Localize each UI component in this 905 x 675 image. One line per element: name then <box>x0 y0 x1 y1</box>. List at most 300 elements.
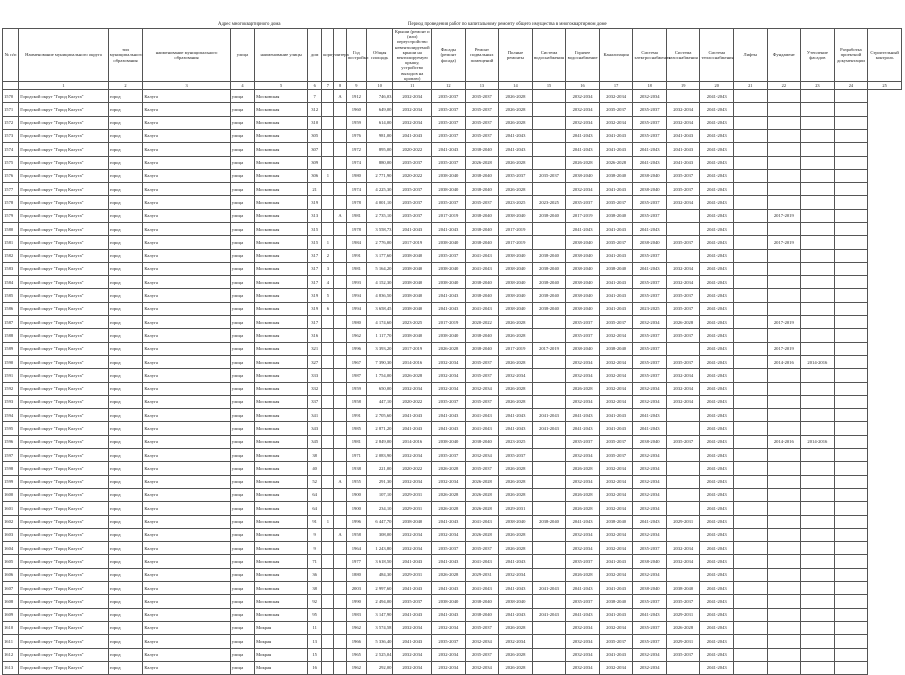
table-cell <box>734 661 768 674</box>
table-cell: Московская <box>255 395 308 408</box>
table-cell <box>801 223 835 236</box>
table-cell <box>334 621 346 634</box>
table-cell: 1590 <box>3 355 19 368</box>
table-cell <box>666 409 700 422</box>
table-cell: 2035-2037 <box>432 635 466 648</box>
table-cell: Московская <box>255 316 308 329</box>
column-number: 15 <box>532 82 566 90</box>
table-cell: 2023-2025 <box>499 435 533 448</box>
table-cell: 333 <box>308 369 322 382</box>
table-cell: Калуга <box>143 316 230 329</box>
table-cell: 2035-2037 <box>566 435 600 448</box>
table-cell: 2041-2043 <box>566 515 600 528</box>
table-cell: улица <box>230 595 254 608</box>
table-cell: 2041-2043 <box>599 555 633 568</box>
table-cell: 3 658,45 <box>367 302 393 315</box>
table-cell: 2 776,00 <box>367 236 393 249</box>
column-header: наименование улицы <box>255 29 308 82</box>
table-cell: 2035-2037 <box>465 129 499 142</box>
table-cell: 309 <box>308 156 322 169</box>
table-cell: 2035-2037 <box>666 236 700 249</box>
table-cell: 2038-2040 <box>393 276 432 289</box>
table-cell: 2035-2037 <box>666 435 700 448</box>
table-cell: 2035-2037 <box>633 369 667 382</box>
table-cell <box>734 528 768 541</box>
table-cell: 2041-2043 <box>633 409 667 422</box>
table-cell: 1962 <box>346 661 366 674</box>
table-cell: 2035-2037 <box>633 103 667 116</box>
table-cell <box>322 595 334 608</box>
table-cell: Мокрая <box>255 635 308 648</box>
table-cell: улица <box>230 449 254 462</box>
table-cell: Городской округ "Город Калуга" <box>19 635 108 648</box>
table-cell: 2038-2040 <box>393 262 432 275</box>
table-cell: 9 <box>308 528 322 541</box>
table-cell: 1962 <box>346 329 366 342</box>
table-cell: Московская <box>255 329 308 342</box>
table-cell: 2041-2043 <box>532 582 566 595</box>
table-cell: 1984 <box>346 236 366 249</box>
table-cell: 317 <box>308 316 322 329</box>
table-row <box>3 289 902 302</box>
table-cell <box>767 143 801 156</box>
table-cell <box>767 515 801 528</box>
table-cell: 2038-2040 <box>432 183 466 196</box>
column-header: Утепление фасадов <box>801 29 835 82</box>
table-cell: 2041-2043 <box>599 302 633 315</box>
table-cell: 2041-2043 <box>532 422 566 435</box>
table-cell: 2014-2016 <box>767 355 801 368</box>
table-cell: Городской округ "Город Калуга" <box>19 502 108 515</box>
table-cell: 2041-2043 <box>700 342 734 355</box>
table-cell: 2035-2037 <box>633 342 667 355</box>
column-number: 11 <box>393 82 432 90</box>
table-cell: 2038-2040 <box>633 236 667 249</box>
table-row <box>3 302 902 315</box>
column-number: 7 <box>322 82 334 90</box>
table-cell: 2041-2043 <box>633 156 667 169</box>
table-cell <box>767 395 801 408</box>
table-row <box>3 143 902 156</box>
table-cell: 2 997,60 <box>367 582 393 595</box>
table-cell: Мокрая <box>255 621 308 634</box>
table-cell: город <box>108 342 143 355</box>
table-cell <box>767 262 801 275</box>
table-cell <box>334 555 346 568</box>
table-cell: 2038-2040 <box>566 289 600 302</box>
table-cell: Городской округ "Город Калуга" <box>19 555 108 568</box>
table-cell: 2032-2034 <box>393 90 432 103</box>
table-cell: 2038-2040 <box>633 435 667 448</box>
table-cell: 2041-2043 <box>666 156 700 169</box>
table-cell: 2041-2043 <box>599 582 633 595</box>
table-cell: 2041-2043 <box>700 369 734 382</box>
table-cell <box>834 289 868 302</box>
table-cell <box>322 648 334 661</box>
table-cell: 2035-2037 <box>566 555 600 568</box>
table-cell <box>801 90 835 103</box>
table-cell <box>532 103 566 116</box>
table-cell: 2017-2019 <box>767 316 801 329</box>
table-cell: 447,10 <box>367 395 393 408</box>
table-cell: Городской округ "Город Калуга" <box>19 369 108 382</box>
table-row <box>3 169 902 182</box>
table-cell: 107,10 <box>367 488 393 501</box>
table-cell: 2041-2043 <box>532 608 566 621</box>
table-cell: 2041-2043 <box>700 409 734 422</box>
table-cell: 2017-2019 <box>767 209 801 222</box>
table-cell: улица <box>230 542 254 555</box>
table-cell: Московская <box>255 302 308 315</box>
table-cell: 315 <box>308 223 322 236</box>
table-cell <box>734 488 768 501</box>
table-cell: 2026-2028 <box>566 568 600 581</box>
table-cell: Московская <box>255 236 308 249</box>
table-cell: улица <box>230 635 254 648</box>
table-row <box>3 608 902 621</box>
table-cell: Калуга <box>143 103 230 116</box>
table-cell <box>322 449 334 462</box>
table-cell: 2041-2043 <box>432 143 466 156</box>
table-cell: 2041-2043 <box>700 262 734 275</box>
table-cell: 1580 <box>3 223 19 236</box>
table-cell: 2035-2037 <box>465 196 499 209</box>
table-cell <box>322 342 334 355</box>
table-cell: 7 <box>308 90 322 103</box>
table-cell <box>532 369 566 382</box>
table-cell <box>666 342 700 355</box>
table-cell: 2032-2034 <box>666 542 700 555</box>
table-cell: 71 <box>308 555 322 568</box>
table-cell: город <box>108 595 143 608</box>
table-cell: Калуга <box>143 289 230 302</box>
table-cell <box>322 608 334 621</box>
table-cell: 1962 <box>346 621 366 634</box>
table-cell: 2026-2028 <box>566 502 600 515</box>
column-number: 10 <box>367 82 393 90</box>
table-cell: 2038-2040 <box>432 276 466 289</box>
table-cell: 2038-2040 <box>465 608 499 621</box>
column-number: 20 <box>700 82 734 90</box>
table-cell: 1574 <box>3 143 19 156</box>
table-cell: 2035-2037 <box>465 648 499 661</box>
table-cell: Мокрая <box>255 661 308 674</box>
table-cell: 2041-2043 <box>700 223 734 236</box>
table-cell <box>334 488 346 501</box>
table-cell: 1967 <box>346 355 366 368</box>
table-cell: 1955 <box>346 475 366 488</box>
table-cell: 2041-2043 <box>700 355 734 368</box>
table-cell <box>734 289 768 302</box>
table-cell <box>767 488 801 501</box>
table-cell: 1605 <box>3 555 19 568</box>
table-cell: улица <box>230 116 254 129</box>
table-cell: 1981 <box>346 209 366 222</box>
table-cell: Московская <box>255 289 308 302</box>
table-cell <box>734 595 768 608</box>
table-cell: 2029-2031 <box>666 608 700 621</box>
table-cell <box>734 276 768 289</box>
table-cell: Городской округ "Город Калуга" <box>19 329 108 342</box>
table-cell <box>801 262 835 275</box>
table-cell <box>834 236 868 249</box>
table-cell: 2041-2043 <box>700 435 734 448</box>
table-cell: 2041-2043 <box>499 608 533 621</box>
table-row <box>3 223 902 236</box>
table-cell: 2041-2043 <box>633 262 667 275</box>
table-cell <box>322 329 334 342</box>
table-cell: 2026-2028 <box>499 90 533 103</box>
table-cell: 341 <box>308 409 322 422</box>
table-cell: 1977 <box>346 555 366 568</box>
table-cell: город <box>108 196 143 209</box>
table-cell: 2026-2028 <box>465 528 499 541</box>
table-cell <box>666 249 700 262</box>
table-cell: город <box>108 223 143 236</box>
table-cell: улица <box>230 223 254 236</box>
table-cell: улица <box>230 568 254 581</box>
table-cell: 3 393,20 <box>367 342 393 355</box>
table-cell <box>734 129 768 142</box>
table-cell: 2032-2034 <box>465 382 499 395</box>
column-header: Разработка проектной документации <box>834 29 868 82</box>
table-cell <box>532 595 566 608</box>
table-cell: улица <box>230 608 254 621</box>
table-cell <box>532 223 566 236</box>
table-cell: 880,00 <box>367 156 393 169</box>
table-cell: 1611 <box>3 635 19 648</box>
table-cell <box>767 528 801 541</box>
table-cell: Калуга <box>143 395 230 408</box>
table-cell: Калуга <box>143 169 230 182</box>
table-cell: Калуга <box>143 488 230 501</box>
table-cell: улица <box>230 209 254 222</box>
table-cell <box>334 342 346 355</box>
table-cell: 2035-2037 <box>633 635 667 648</box>
table-cell <box>801 515 835 528</box>
table-cell: 2041-2043 <box>393 582 432 595</box>
table-cell: 52 <box>308 475 322 488</box>
table-row <box>3 369 902 382</box>
table-cell: 3 558,73 <box>367 223 393 236</box>
table-cell <box>801 116 835 129</box>
table-cell: город <box>108 369 143 382</box>
table-cell <box>734 475 768 488</box>
table-cell: 1959 <box>346 116 366 129</box>
table-cell: 2041-2043 <box>465 422 499 435</box>
table-cell <box>334 369 346 382</box>
table-cell: улица <box>230 648 254 661</box>
table-cell: 2041-2043 <box>599 648 633 661</box>
table-cell: Калуга <box>143 475 230 488</box>
table-row <box>3 209 902 222</box>
table-cell: 2032-2034 <box>666 276 700 289</box>
table-cell: 2041-2043 <box>566 223 600 236</box>
table-cell: 2041-2043 <box>700 568 734 581</box>
table-cell <box>767 595 801 608</box>
table-cell: Городской округ "Город Калуга" <box>19 262 108 275</box>
table-cell <box>801 329 835 342</box>
table-cell: 2032-2034 <box>499 369 533 382</box>
table-cell: 2032-2034 <box>599 116 633 129</box>
table-row <box>3 528 902 541</box>
table-cell: Городской округ "Город Калуга" <box>19 422 108 435</box>
table-cell: 2041-2043 <box>700 316 734 329</box>
table-cell <box>801 449 835 462</box>
table-cell: город <box>108 635 143 648</box>
table-cell: Городской округ "Город Калуга" <box>19 236 108 249</box>
table-cell: 2032-2034 <box>432 475 466 488</box>
table-cell: 2029-2031 <box>393 488 432 501</box>
table-cell: 5 <box>322 289 334 302</box>
table-cell: 1579 <box>3 209 19 222</box>
table-cell: улица <box>230 129 254 142</box>
table-cell: 1588 <box>3 329 19 342</box>
table-cell: 2 525,04 <box>367 648 393 661</box>
table-cell: город <box>108 568 143 581</box>
table-cell: 1606 <box>3 568 19 581</box>
table-cell: 2041-2043 <box>700 635 734 648</box>
table-cell <box>666 488 700 501</box>
table-cell: улица <box>230 555 254 568</box>
table-cell: Московская <box>255 342 308 355</box>
table-cell: 2032-2034 <box>599 488 633 501</box>
table-cell: город <box>108 143 143 156</box>
table-cell <box>334 661 346 674</box>
table-cell <box>834 528 868 541</box>
table-cell <box>767 608 801 621</box>
table-cell <box>532 449 566 462</box>
table-cell: 1985 <box>346 422 366 435</box>
table-cell: 2041-2043 <box>666 143 700 156</box>
table-cell: 2032-2034 <box>566 369 600 382</box>
table-cell: Калуга <box>143 422 230 435</box>
table-cell: 1577 <box>3 183 19 196</box>
table-cell: 2026-2028 <box>432 502 466 515</box>
table-cell: 2041-2043 <box>465 249 499 262</box>
table-cell: 2038-2040 <box>499 249 533 262</box>
table-cell <box>322 156 334 169</box>
table-cell: 2032-2034 <box>566 103 600 116</box>
table-cell <box>666 209 700 222</box>
table-cell <box>767 502 801 515</box>
table-cell: 16 <box>308 661 322 674</box>
table-cell: 2041-2043 <box>700 289 734 302</box>
table-cell: 2032-2034 <box>393 621 432 634</box>
column-header: Система теплоснабжения <box>700 29 734 82</box>
table-cell: 2041-2043 <box>499 555 533 568</box>
table-cell <box>801 369 835 382</box>
table-cell: 2041-2043 <box>700 129 734 142</box>
table-cell <box>734 355 768 368</box>
table-cell: 2032-2034 <box>566 116 600 129</box>
table-cell: 2041-2043 <box>599 143 633 156</box>
table-cell <box>334 422 346 435</box>
table-cell <box>734 316 768 329</box>
table-cell: город <box>108 422 143 435</box>
table-cell: 1958 <box>346 395 366 408</box>
table-cell: 2041-2043 <box>700 488 734 501</box>
table-cell <box>834 661 868 674</box>
table-cell: 1592 <box>3 382 19 395</box>
table-cell: 2035-2037 <box>599 236 633 249</box>
table-cell <box>801 342 835 355</box>
table-cell: 2029-2031 <box>666 635 700 648</box>
table-cell: Городской округ "Город Калуга" <box>19 143 108 156</box>
capital-repair-table <box>2 28 902 675</box>
table-cell: 5 164,20 <box>367 262 393 275</box>
table-cell: город <box>108 262 143 275</box>
table-row <box>3 316 902 329</box>
table-cell <box>834 103 868 116</box>
table-cell: улица <box>230 262 254 275</box>
table-cell: 1613 <box>3 661 19 674</box>
table-cell: 1974 <box>346 183 366 196</box>
table-cell: город <box>108 129 143 142</box>
table-cell: 3 147,90 <box>367 608 393 621</box>
column-number: 8 <box>334 82 346 90</box>
table-cell <box>834 143 868 156</box>
table-cell: 2038-2040 <box>465 595 499 608</box>
table-cell <box>767 289 801 302</box>
table-cell <box>322 196 334 209</box>
table-cell <box>834 302 868 315</box>
table-cell: 2041-2043 <box>700 382 734 395</box>
table-cell: 38 <box>308 582 322 595</box>
table-cell: 2026-2028 <box>566 382 600 395</box>
table-cell: 2032-2034 <box>599 621 633 634</box>
table-cell: улица <box>230 169 254 182</box>
table-cell <box>767 90 801 103</box>
table-cell: улица <box>230 435 254 448</box>
table-cell: 2026-2028 <box>666 621 700 634</box>
column-header: Система газоснабжения <box>666 29 700 82</box>
table-cell <box>532 648 566 661</box>
table-cell: Калуга <box>143 196 230 209</box>
table-cell: 2041-2043 <box>700 582 734 595</box>
table-cell: 2032-2034 <box>566 355 600 368</box>
table-cell: Калуга <box>143 183 230 196</box>
table-cell: 2041-2043 <box>599 223 633 236</box>
table-cell: 2038-2040 <box>599 262 633 275</box>
table-cell <box>801 103 835 116</box>
table-cell: 1987 <box>346 369 366 382</box>
table-cell <box>767 276 801 289</box>
table-cell: 327 <box>308 355 322 368</box>
table-cell: Городской округ "Город Калуга" <box>19 395 108 408</box>
table-cell: Московская <box>255 542 308 555</box>
table-cell: 2035-2037 <box>499 169 533 182</box>
table-cell: 2032-2034 <box>633 661 667 674</box>
table-cell: 2038-2040 <box>465 223 499 236</box>
table-cell <box>734 156 768 169</box>
table-cell: Московская <box>255 90 308 103</box>
table-cell: Городской округ "Город Калуга" <box>19 129 108 142</box>
table-cell: 2 <box>322 249 334 262</box>
table-cell: 2029-2031 <box>393 568 432 581</box>
table-cell: 2035-2037 <box>666 302 700 315</box>
table-cell: Калуга <box>143 355 230 368</box>
table-cell: 2038-2040 <box>532 515 566 528</box>
table-cell: Калуга <box>143 502 230 515</box>
table-cell <box>334 355 346 368</box>
table-row <box>3 276 902 289</box>
table-cell: 2038-2040 <box>432 169 466 182</box>
table-cell <box>334 249 346 262</box>
table-cell: Калуга <box>143 143 230 156</box>
table-cell: 2038-2040 <box>566 276 600 289</box>
table-cell <box>734 262 768 275</box>
